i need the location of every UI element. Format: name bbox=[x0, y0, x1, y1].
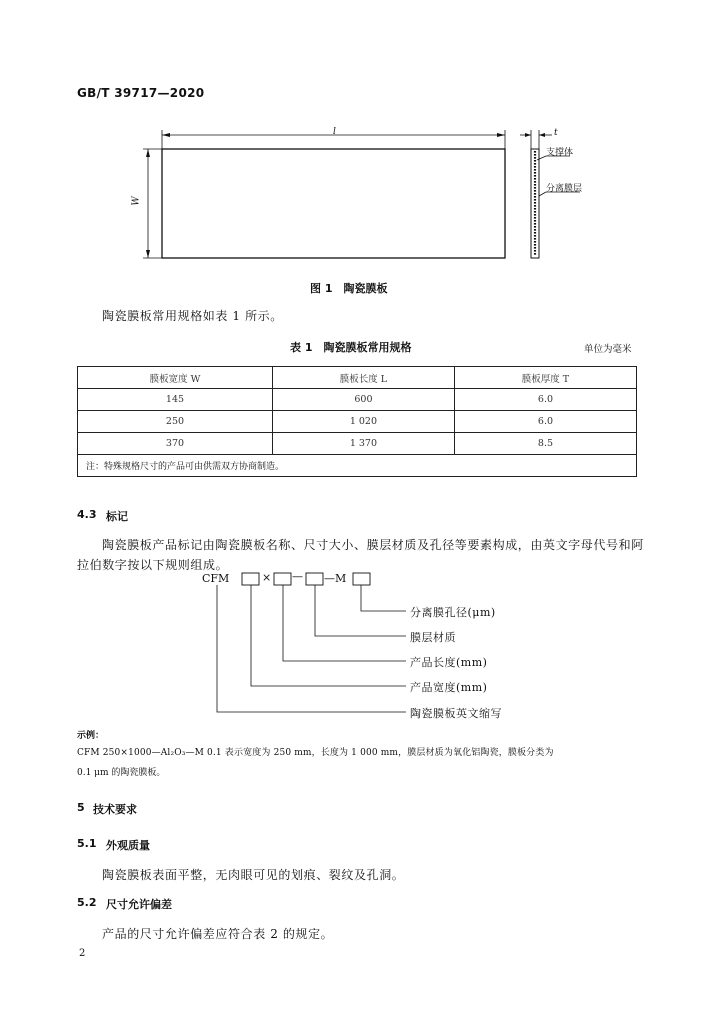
standard-header: GB/T 39717—2020 bbox=[77, 86, 205, 100]
marking-label-width: 产品宽度(mm) bbox=[410, 681, 488, 694]
table-cell: 250 bbox=[78, 411, 273, 433]
table-cell: 1 020 bbox=[272, 411, 454, 433]
section-5-1-para: 陶瓷膜板表面平整，无肉眼可见的划痕、裂纹及孔洞。 bbox=[102, 868, 405, 882]
dim-label-thickness: t bbox=[554, 128, 558, 138]
section-5-2-para: 产品的尺寸允许偏差应符合表 2 的规定。 bbox=[102, 927, 334, 941]
section-5-1-title: 外观质量 bbox=[106, 839, 150, 852]
example-line1: CFM 250×1000—Al₂O₃—M 0.1 表示宽度为 250 mm，长度为 1 000 mm，膜层材质为氧化铝陶瓷，膜板分类为 bbox=[77, 748, 554, 758]
section-4-3-number: 4.3 bbox=[77, 508, 97, 521]
table-header-cell: 膜板厚度 T bbox=[454, 367, 636, 389]
table-cell: 370 bbox=[78, 433, 273, 455]
dim-label-length: l bbox=[333, 127, 336, 137]
page-number: 2 bbox=[79, 948, 86, 959]
marking-label-abbreviation: 陶瓷膜板英文缩写 bbox=[410, 707, 502, 720]
table-unit: 单位为毫米 bbox=[584, 344, 632, 355]
section-5-2-title: 尺寸允许偏差 bbox=[106, 898, 172, 911]
example-label: 示例： bbox=[77, 731, 105, 741]
section-4-3-title: 标记 bbox=[106, 510, 128, 523]
section-4-3-para-line2: 拉伯数字按以下规则组成。 bbox=[77, 558, 229, 572]
table-cell: 6.0 bbox=[454, 411, 636, 433]
table-cell: 8.5 bbox=[454, 433, 636, 455]
section-5-number: 5 bbox=[77, 801, 85, 814]
table-header-cell: 膜板长度 L bbox=[272, 367, 454, 389]
marking-dash: — bbox=[292, 570, 303, 583]
section-5-title: 技术要求 bbox=[93, 803, 137, 816]
marking-label-length: 产品长度(mm) bbox=[410, 656, 488, 669]
table-note: 注：特殊规格尺寸的产品可由供需双方协商制造。 bbox=[78, 455, 637, 477]
dim-label-width: W bbox=[131, 196, 142, 206]
label-separation-layer: 分离膜层 bbox=[546, 184, 583, 194]
table-cell: 1 370 bbox=[272, 433, 454, 455]
label-support: 支撑体 bbox=[546, 148, 574, 158]
marking-label-pore-size: 分离膜孔径(μm) bbox=[410, 606, 496, 619]
figure-caption: 图 1 陶瓷膜板 bbox=[310, 282, 388, 295]
marking-times: × bbox=[262, 571, 272, 584]
table-cell: 145 bbox=[78, 389, 273, 411]
example-line2: 0.1 μm 的陶瓷膜板。 bbox=[77, 768, 166, 778]
section-5-2-number: 5.2 bbox=[77, 896, 97, 909]
marking-label-layer-material: 膜层材质 bbox=[410, 631, 456, 644]
table-header-cell: 膜板宽度 W bbox=[78, 367, 273, 389]
section-5-1-number: 5.1 bbox=[77, 837, 97, 850]
intro-text: 陶瓷膜板常用规格如表 1 所示。 bbox=[102, 309, 283, 323]
section-4-3-para-line1: 陶瓷膜板产品标记由陶瓷膜板名称、尺寸大小、膜层材质及孔径等要素构成，由英文字母代号和阿 bbox=[102, 538, 644, 552]
marking-prefix: CFM bbox=[202, 572, 230, 585]
table-cell: 600 bbox=[272, 389, 454, 411]
marking-dash-m: —M bbox=[324, 572, 347, 585]
table-caption: 表 1 陶瓷膜板常用规格 bbox=[290, 341, 412, 354]
table-cell: 6.0 bbox=[454, 389, 636, 411]
